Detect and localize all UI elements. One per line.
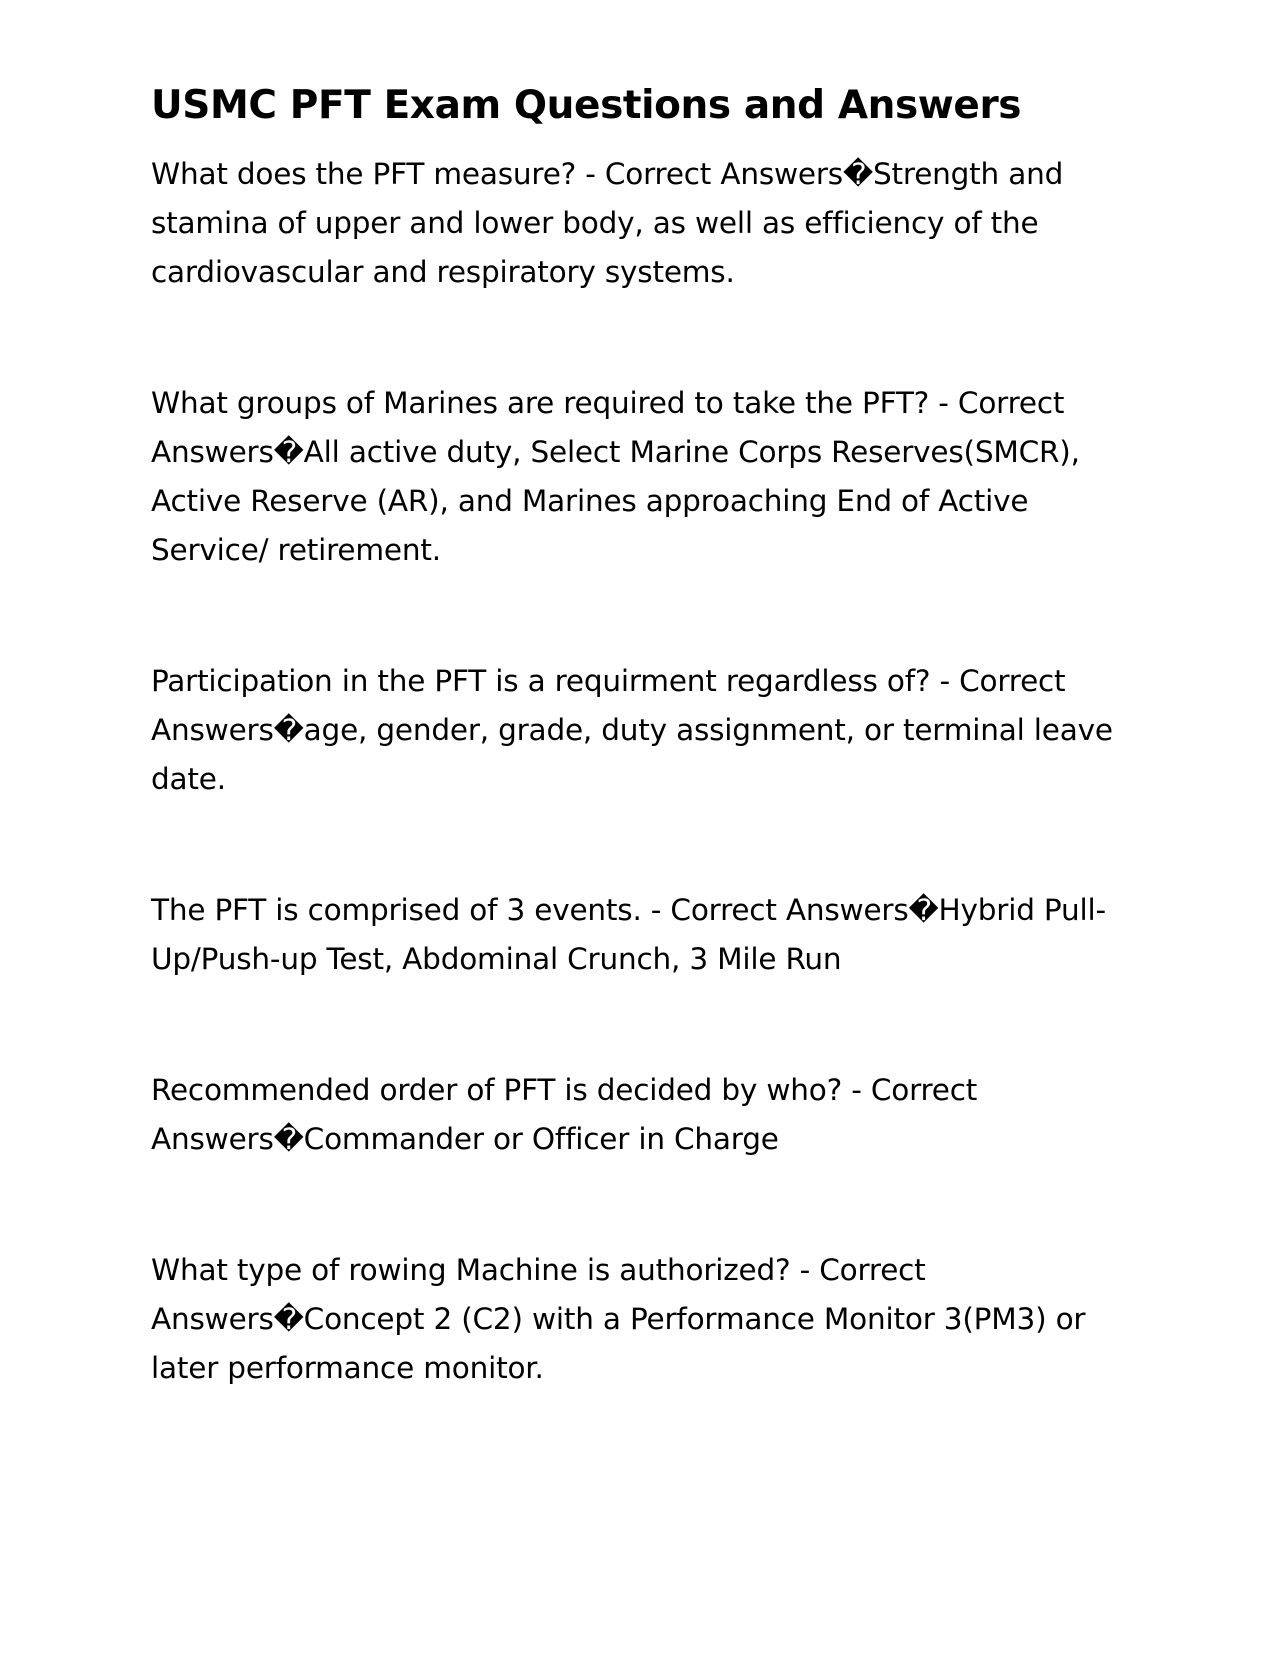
qa-line: The PFT is comprised of 3 events. - Correct Answers�Hybrid Pull- xyxy=(151,893,1106,927)
qa-entry-3 xyxy=(151,657,1131,804)
qa-line: stamina of upper and lower body, as well as efficiency of the xyxy=(151,206,1039,240)
qa-line: Up/Push-up Test, Abdominal Crunch, 3 Mile Run xyxy=(151,942,842,976)
qa-line: date. xyxy=(151,762,226,796)
qa-line: Participation in the PFT is a requirment regardless of? - Correct xyxy=(151,664,1066,698)
qa-entry-4 xyxy=(151,886,1131,984)
qa-line: What type of rowing Machine is authorized? - Correct xyxy=(151,1253,926,1287)
qa-line: Answers�Concept 2 (C2) with a Performance Monitor 3(PM3) or xyxy=(151,1302,1086,1336)
qa-line: Service/ retirement. xyxy=(151,533,441,567)
qa-line: What groups of Marines are required to take the PFT? - Correct xyxy=(151,386,1065,420)
document-title: USMC PFT Exam Questions and Answers xyxy=(151,83,1022,128)
qa-line: Answers�Commander or Officer in Charge xyxy=(151,1122,779,1156)
document-content xyxy=(151,78,1131,1393)
qa-entry-5 xyxy=(151,1066,1131,1164)
qa-line: Recommended order of PFT is decided by who? - Correct xyxy=(151,1073,978,1107)
qa-entry-1 xyxy=(151,150,1131,297)
qa-line: What does the PFT measure? - Correct Answers�Strength and xyxy=(151,157,1064,191)
qa-line: Answers�All active duty, Select Marine Corps Reserves(SMCR), xyxy=(151,435,1080,469)
qa-line: later performance monitor. xyxy=(151,1351,544,1385)
qa-line: Active Reserve (AR), and Marines approaching End of Active xyxy=(151,484,1029,518)
qa-line: Answers�age, gender, grade, duty assignment, or terminal leave xyxy=(151,713,1113,747)
qa-entry-6 xyxy=(151,1246,1131,1393)
qa-entry-2 xyxy=(151,379,1131,575)
qa-line: cardiovascular and respiratory systems. xyxy=(151,255,735,289)
